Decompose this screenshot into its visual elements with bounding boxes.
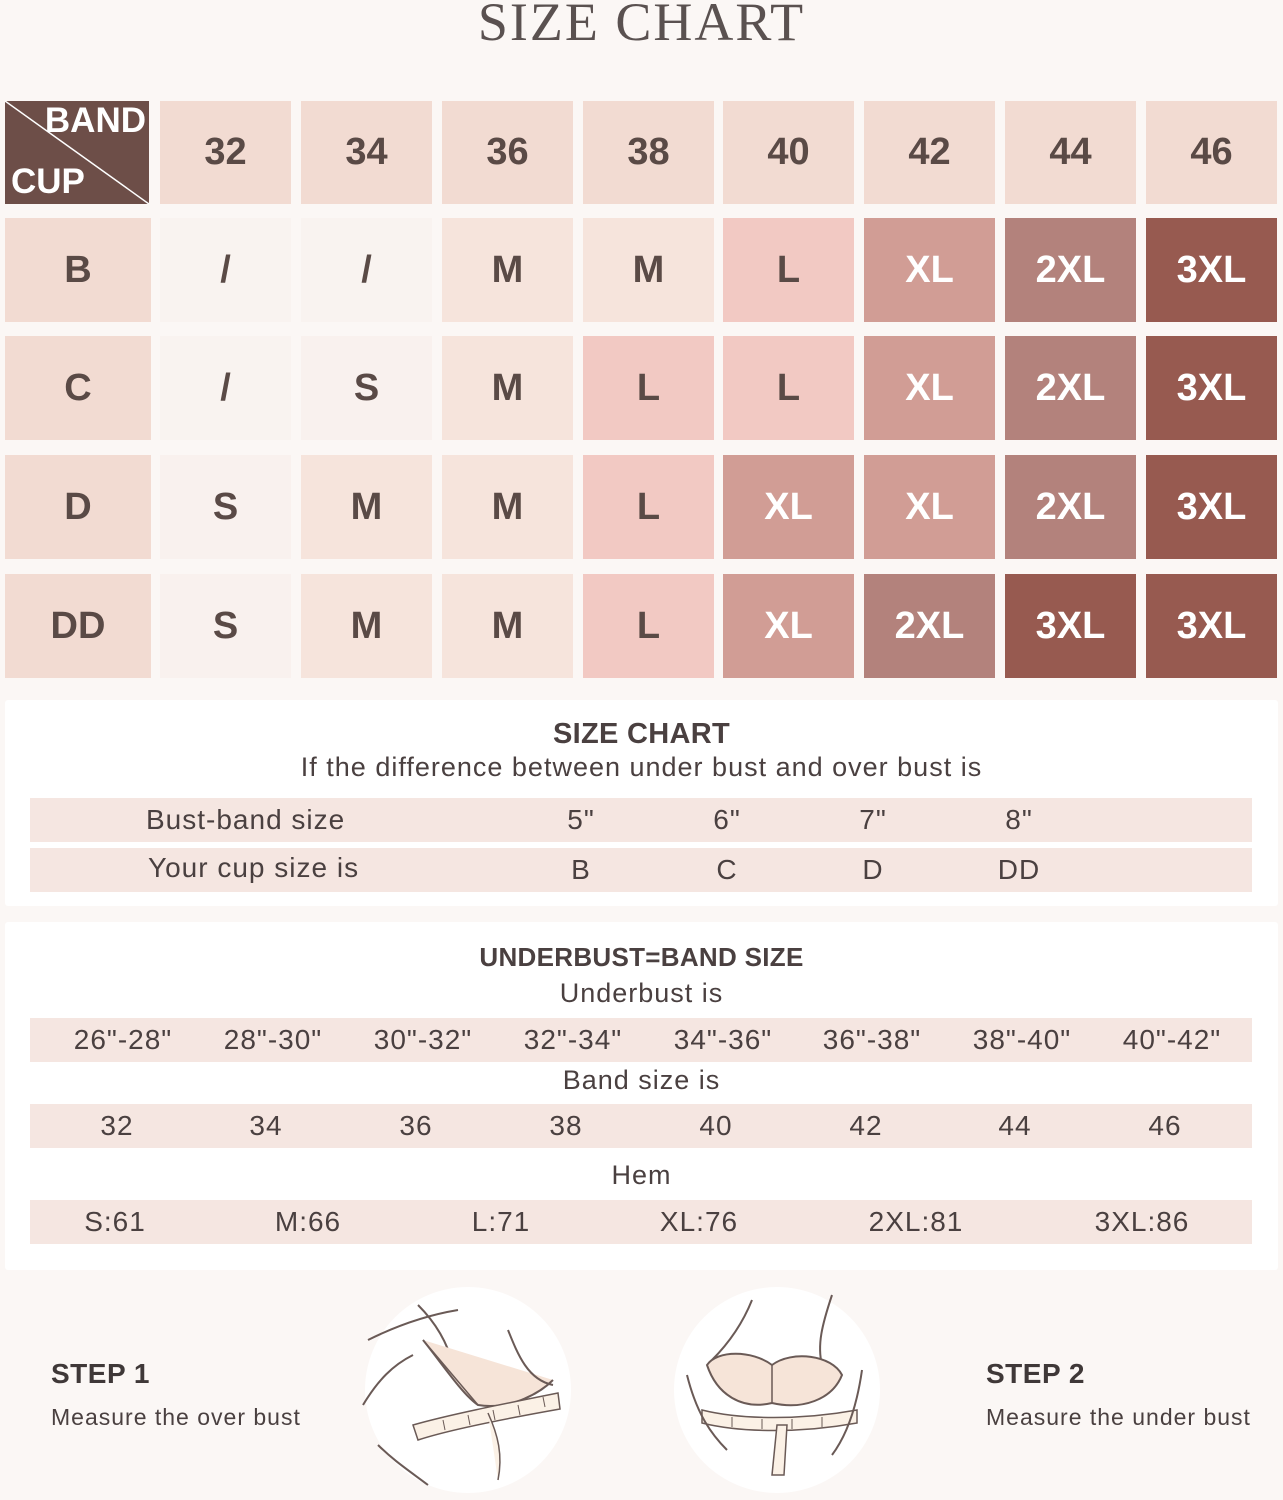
cup-header-cell: D <box>5 455 151 559</box>
hem-value: 2XL:81 <box>868 1206 964 1237</box>
underbust-value: 28"-30" <box>223 1024 323 1055</box>
size-cell: 2XL <box>1005 455 1136 559</box>
hem-row <box>30 1200 1252 1244</box>
bust-band-label: Bust-band size <box>146 804 346 835</box>
band-size-panel <box>5 922 1278 1270</box>
size-cell: M <box>442 336 573 440</box>
size-cell: L <box>583 574 714 678</box>
underbust-value: 32"-34" <box>523 1024 623 1055</box>
under-bust-measure-illustration <box>672 1285 887 1495</box>
bust-band-value: 7" <box>859 804 887 835</box>
underbust-value: 26"-28" <box>73 1024 173 1055</box>
underbust-value: 36"-38" <box>822 1024 922 1055</box>
size-cell: XL <box>723 455 854 559</box>
band-chart-title: UNDERBUST=BAND SIZE <box>479 942 804 972</box>
band-header-cell: 38 <box>583 101 714 204</box>
cup-chart-title: SIZE CHART <box>553 718 730 750</box>
cup-size-label: Your cup size is <box>148 852 360 883</box>
cup-chart-subtitle: If the difference between under bust and over bust is <box>300 752 983 782</box>
step-1-title: STEP 1 <box>51 1358 150 1389</box>
band-header-cell: 40 <box>723 101 854 204</box>
underbust-value: 38"-40" <box>972 1024 1072 1055</box>
hem-value: 3XL:86 <box>1094 1206 1190 1237</box>
cup-size-value: DD <box>997 854 1041 885</box>
band-header-cell: 32 <box>160 101 291 204</box>
size-cell: 3XL <box>1146 336 1277 440</box>
size-cell: 3XL <box>1146 455 1277 559</box>
band-header-cell: 42 <box>864 101 995 204</box>
cup-size-row <box>30 848 1252 892</box>
hem-value: M:66 <box>274 1206 342 1237</box>
size-grid <box>0 0 1283 690</box>
hem-value: L:71 <box>471 1206 531 1237</box>
size-cell: S <box>160 574 291 678</box>
size-cell: 2XL <box>1005 336 1136 440</box>
size-cell: / <box>160 218 291 322</box>
cup-size-panel <box>5 700 1278 906</box>
hem-label: Hem <box>611 1160 672 1190</box>
band-header-cell: 44 <box>1005 101 1136 204</box>
bust-band-row <box>30 798 1252 842</box>
size-cell: L <box>583 336 714 440</box>
size-cell: M <box>583 218 714 322</box>
cup-label: CUP <box>11 162 85 201</box>
size-cell: XL <box>723 574 854 678</box>
size-cell: M <box>442 574 573 678</box>
cup-header-cell: B <box>5 218 151 322</box>
size-cell: M <box>442 218 573 322</box>
band-size-value: 44 <box>998 1110 1032 1141</box>
band-size-value: 38 <box>549 1110 583 1141</box>
band-size-value: 40 <box>699 1110 733 1141</box>
hem-value: XL:76 <box>659 1206 739 1237</box>
underbust-value: 40"-42" <box>1122 1024 1222 1055</box>
underbust-value: 34"-36" <box>673 1024 773 1055</box>
cup-header-cell: DD <box>5 574 151 678</box>
size-cell: / <box>160 336 291 440</box>
size-cell: S <box>160 455 291 559</box>
page-title: SIZE CHART <box>477 0 806 52</box>
cup-header-cell: C <box>5 336 151 440</box>
band-size-label: Band size is <box>562 1065 721 1095</box>
step-2-desc: Measure the under bust <box>986 1404 1251 1430</box>
size-cell: 3XL <box>1146 218 1277 322</box>
cup-size-value: D <box>862 854 884 885</box>
step-1-desc: Measure the over bust <box>51 1404 301 1430</box>
band-size-value: 46 <box>1148 1110 1182 1141</box>
size-cell: 2XL <box>1005 218 1136 322</box>
band-header-cell: 36 <box>442 101 573 204</box>
cup-size-value: C <box>716 854 738 885</box>
size-cell: L <box>723 336 854 440</box>
band-label: BAND <box>44 101 146 140</box>
size-cell: 2XL <box>864 574 995 678</box>
size-cell: L <box>583 455 714 559</box>
band-header-cell: 34 <box>301 101 432 204</box>
underbust-row <box>30 1018 1252 1062</box>
underbust-value: 30"-32" <box>373 1024 473 1055</box>
size-cell: 3XL <box>1146 574 1277 678</box>
size-cell: M <box>301 574 432 678</box>
bust-band-value: 6" <box>713 804 741 835</box>
size-cell: 3XL <box>1005 574 1136 678</box>
band-size-value: 34 <box>249 1110 283 1141</box>
size-cell: XL <box>864 455 995 559</box>
band-size-value: 36 <box>399 1110 433 1141</box>
size-cell: S <box>301 336 432 440</box>
band-size-value: 32 <box>100 1110 134 1141</box>
cup-size-value: B <box>571 854 591 885</box>
size-cell: M <box>301 455 432 559</box>
band-size-value: 42 <box>849 1110 883 1141</box>
size-cell: L <box>723 218 854 322</box>
bust-band-value: 8" <box>1005 804 1033 835</box>
underbust-label: Underbust is <box>559 978 724 1008</box>
over-bust-measure-illustration <box>358 1285 578 1495</box>
step-2-title: STEP 2 <box>986 1358 1085 1389</box>
size-cell: M <box>442 455 573 559</box>
band-header-cell: 46 <box>1146 101 1277 204</box>
size-cell: XL <box>864 336 995 440</box>
band-size-row <box>30 1104 1252 1148</box>
hem-value: S:61 <box>84 1206 146 1237</box>
band-cup-corner-header <box>5 101 149 204</box>
size-cell: XL <box>864 218 995 322</box>
bust-band-value: 5" <box>567 804 595 835</box>
size-cell: / <box>301 218 432 322</box>
